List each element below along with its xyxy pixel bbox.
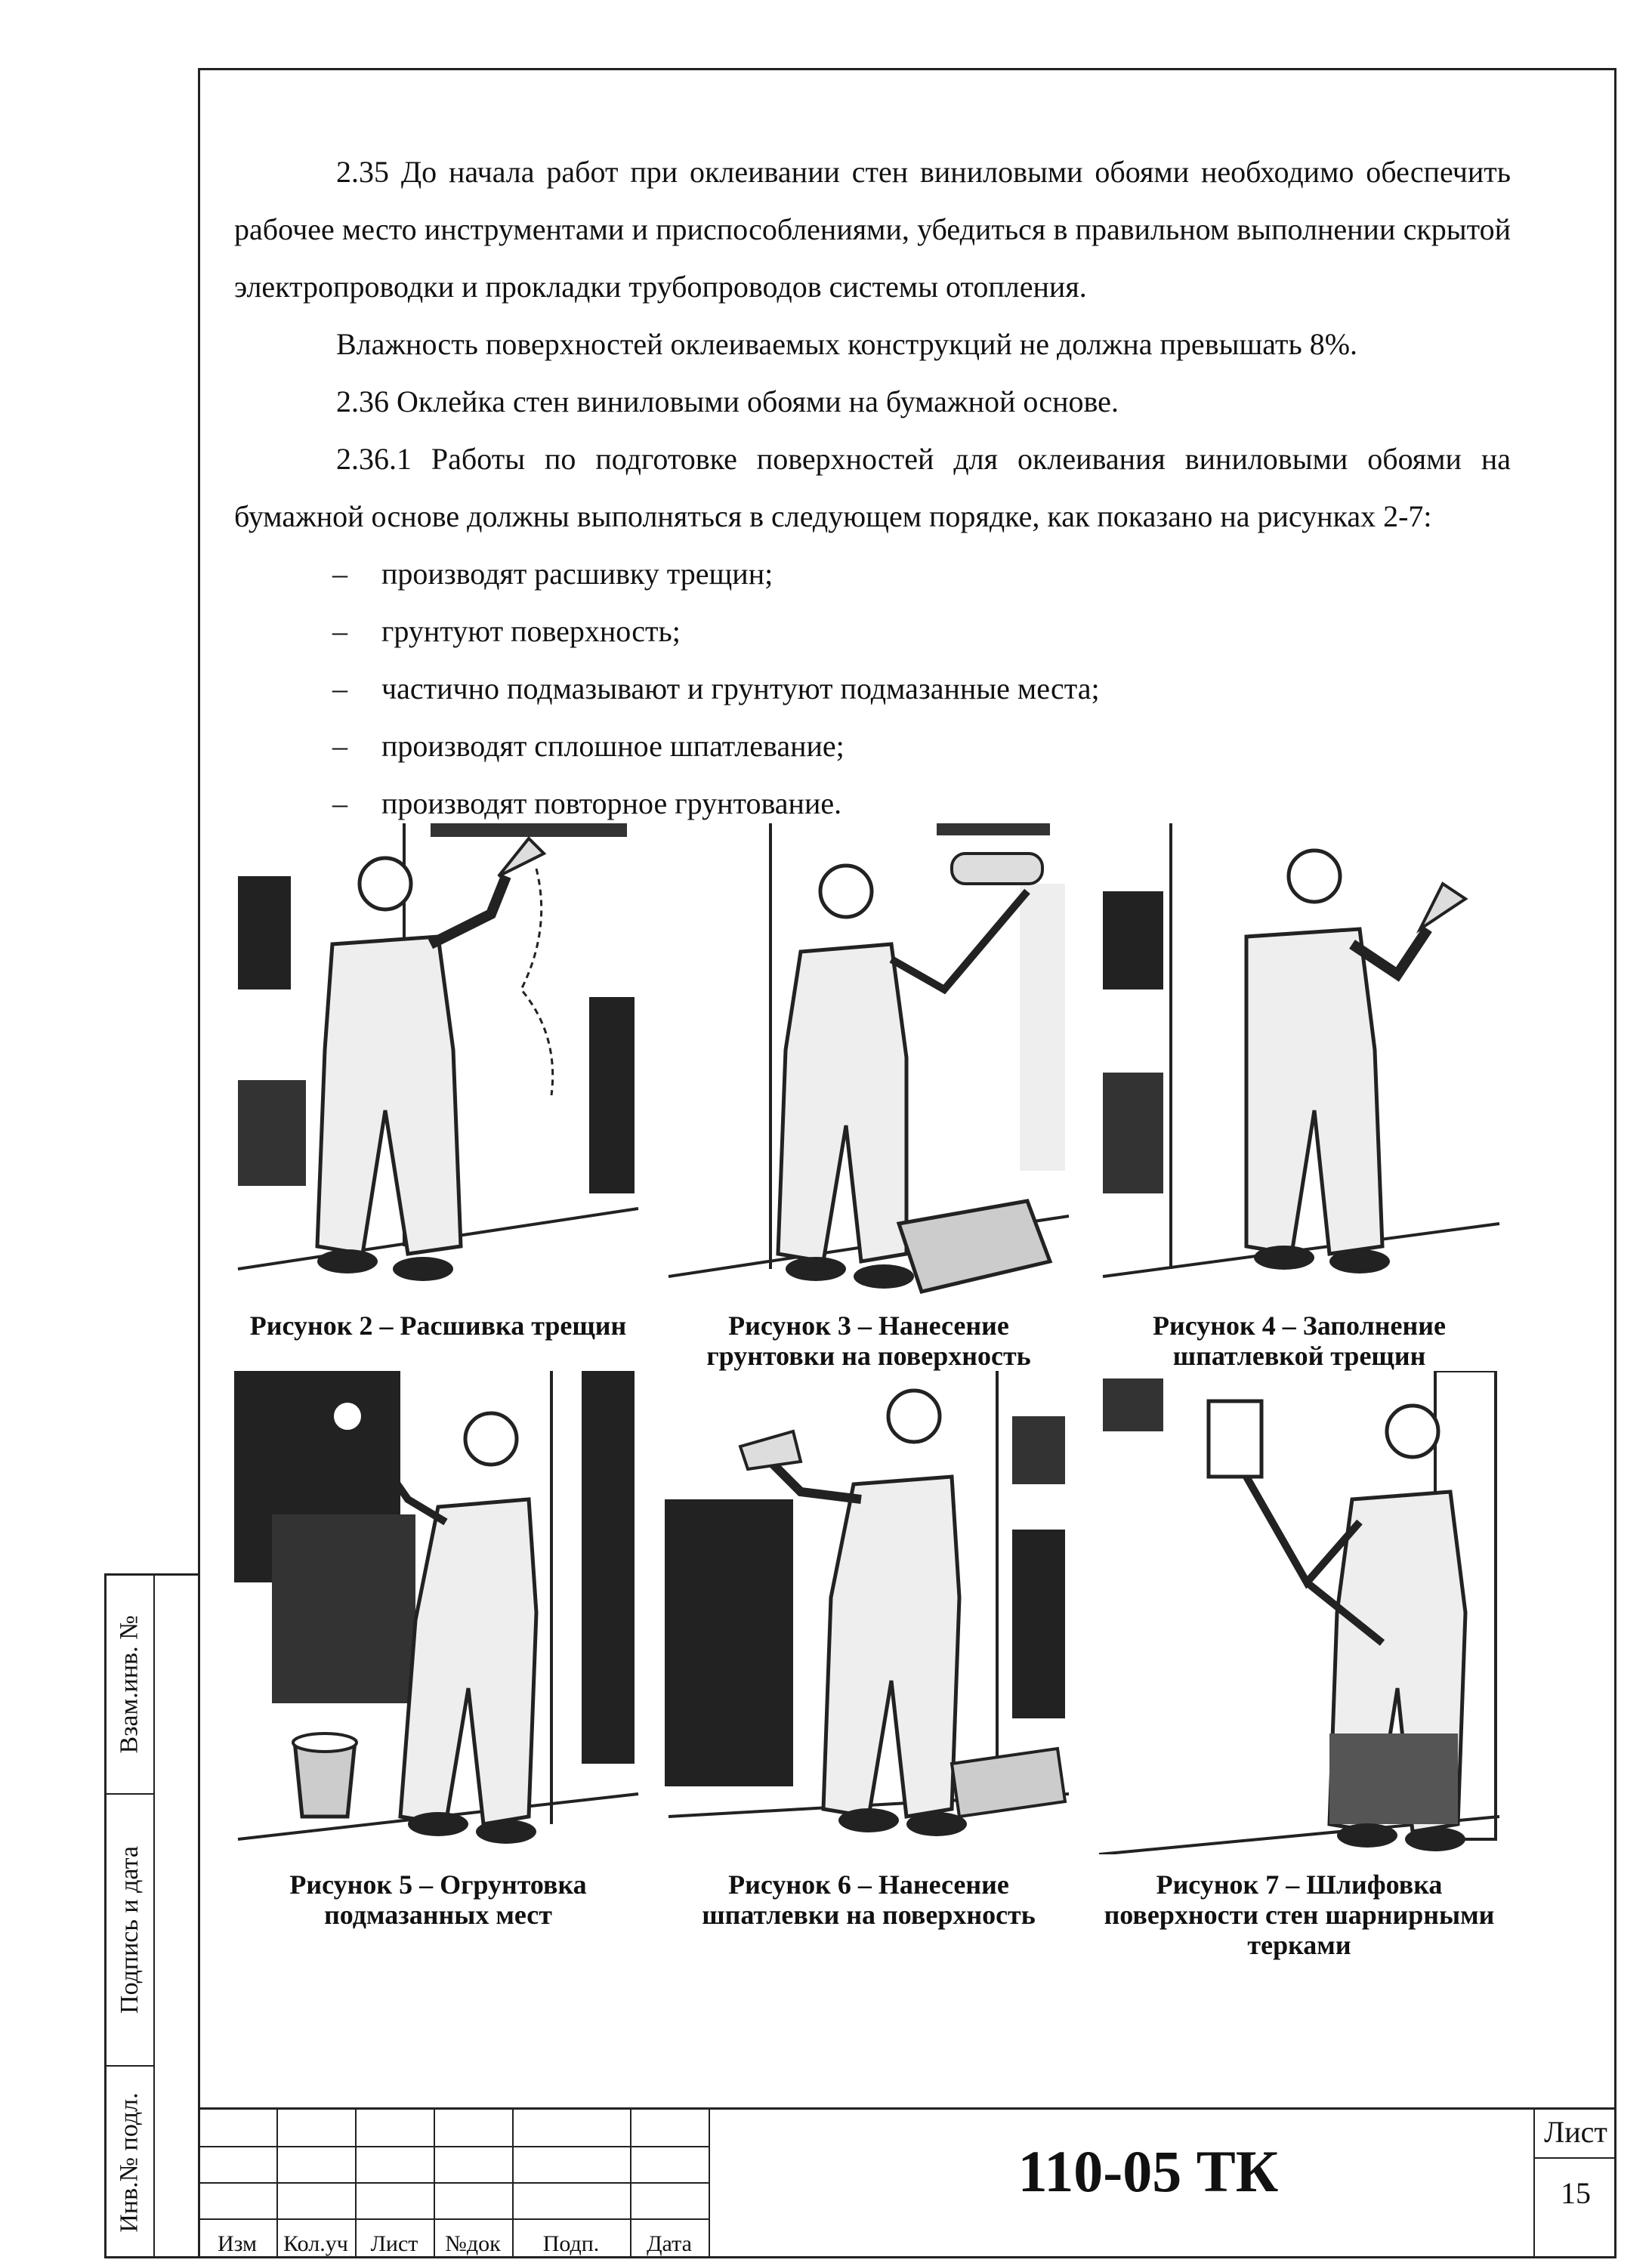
bullet-list bbox=[234, 545, 1511, 832]
stamp-col-label: Подп. bbox=[542, 2231, 600, 2256]
revision-table bbox=[198, 2110, 709, 2258]
sheet-box bbox=[1533, 2107, 1616, 2258]
stamp-col-label: Изм bbox=[217, 2231, 258, 2256]
figure-caption: Рисунок 6 – Нанесение шпатлевки на поверхность bbox=[702, 1869, 1036, 1930]
main-text bbox=[234, 144, 1511, 832]
list-item: – производят расшивку трещин; bbox=[332, 557, 774, 591]
side-stamp bbox=[104, 1573, 198, 2258]
list-item: – производят сплошное шпатлевание; bbox=[332, 729, 845, 763]
list-item: – грунтуют поверхность; bbox=[332, 614, 681, 648]
stamp-col-label: Кол.уч bbox=[283, 2231, 348, 2256]
worker-brush-icon bbox=[234, 1371, 642, 1854]
worker-trowel-icon bbox=[665, 1371, 1073, 1854]
stamp-col-label: №док bbox=[445, 2231, 501, 2256]
document-code: 110-05 ТК bbox=[1017, 2138, 1279, 2204]
stamp-col-label: Лист bbox=[370, 2231, 418, 2256]
figure-caption: Рисунок 3 – Нанесение грунтовки на поверхность bbox=[706, 1311, 1031, 1371]
worker-crack-icon bbox=[234, 823, 642, 1307]
sheet-label: Лист bbox=[1535, 2107, 1616, 2159]
side-stamp-replace-inv: Взам.инв. № bbox=[107, 1576, 153, 1795]
list-item: – производят повторное грунтование. bbox=[332, 786, 842, 820]
figure-caption: Рисунок 4 – Заполнение шпатлевкой трещин bbox=[1153, 1311, 1446, 1371]
sheet-number: 15 bbox=[1561, 2176, 1591, 2210]
worker-sander-icon bbox=[1095, 1371, 1503, 1854]
paragraph: 2.35 До начала работ при оклеивании стен виниловыми обоями необходимо обеспечить рабочее место инструментами и приспособлениями, убедиться в правильном выполнении скрытой электропроводки и прокладки трубопроводов системы отопления. bbox=[234, 155, 1511, 304]
figure-caption: Рисунок 2 – Расшивка трещин bbox=[249, 1311, 627, 1341]
list-item: – частично подмазывают и грунтуют подмазанные места; bbox=[332, 671, 1100, 705]
paragraph: Влажность поверхностей оклеиваемых конструкций не должна превышать 8%. bbox=[336, 327, 1358, 361]
figure-caption: Рисунок 7 – Шлифовка поверхности стен шарнирными терками bbox=[1104, 1869, 1495, 1960]
side-stamp-signature-date: Подпись и дата bbox=[107, 1795, 153, 2067]
paragraph: 2.36 Оклейка стен виниловыми обоями на бумажной основе. bbox=[336, 384, 1119, 418]
side-stamp-inv-number: Инв.№ подл. bbox=[116, 2092, 144, 2233]
worker-spatula-icon bbox=[1095, 823, 1503, 1307]
worker-roller-icon bbox=[665, 823, 1073, 1307]
paragraph: 2.36.1 Работы по подготовке поверхностей для оклеивания виниловыми обоями на бумажной основе должны выполняться в следующем порядке, как показано на рисунках 2-7: bbox=[234, 442, 1511, 533]
stamp-col-label: Дата bbox=[647, 2231, 692, 2256]
figure-caption: Рисунок 5 – Огрунтовка подмазанных мест bbox=[289, 1869, 587, 1930]
